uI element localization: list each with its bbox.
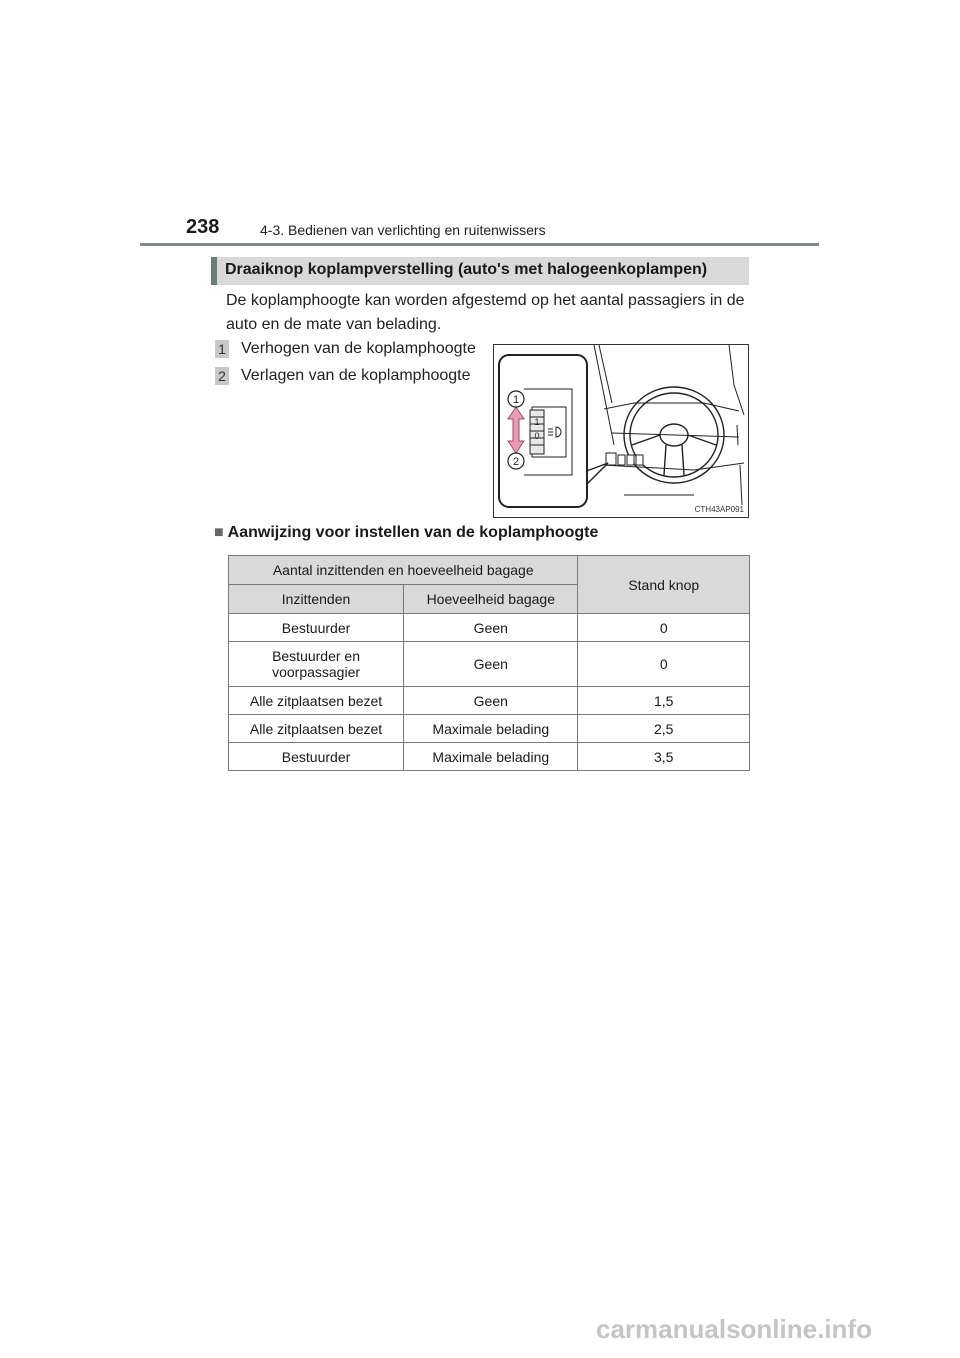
table-cell: 3,5 <box>578 743 750 771</box>
step-label: Verhogen van de koplamphoogte <box>241 340 476 358</box>
illustration-svg <box>494 345 750 519</box>
table-cell: Bestuurder <box>229 614 404 642</box>
step-number: 2 <box>215 367 229 385</box>
subheading-text: Aanwijzing voor instellen van de koplamphoogte <box>227 524 599 541</box>
heading-accent <box>211 257 217 285</box>
dial-mark: 0 <box>534 431 540 441</box>
header-divider <box>140 243 819 246</box>
step-item <box>215 340 476 358</box>
dashboard-illustration <box>493 344 749 518</box>
table-row <box>229 614 750 642</box>
watermark: carmanualsonline.info <box>596 1314 872 1344</box>
step-item <box>215 367 471 385</box>
table-group-header: Aantal inzittenden en hoeveelheid bagage <box>229 556 578 585</box>
table-cell: 2,5 <box>578 715 750 743</box>
table-row <box>229 687 750 715</box>
table-cell: Maximale belading <box>404 743 578 771</box>
table-cell: Alle zitplaatsen bezet <box>229 687 404 715</box>
table-cell: 0 <box>578 642 750 687</box>
table-row <box>229 642 750 687</box>
table-cell: Geen <box>404 614 578 642</box>
table-cell: 1,5 <box>578 687 750 715</box>
callout-number: 2 <box>512 456 520 468</box>
table-cell: 0 <box>578 614 750 642</box>
heading-text: Draaiknop koplampverstelling (auto's met halogeenkoplampen) <box>225 261 708 278</box>
step-label: Verlagen van de koplamphoogte <box>241 367 471 385</box>
table-cell: Bestuurder en voorpassagier <box>229 642 404 687</box>
table-cell: Geen <box>404 642 578 687</box>
load-table <box>228 555 750 771</box>
page-number: 238 <box>186 216 220 238</box>
table-row <box>229 715 750 743</box>
table-col-header: Stand knop <box>578 556 750 614</box>
section-heading <box>211 257 749 285</box>
section-title: 4-3. Bedienen van verlichting en ruitenwissers <box>260 222 546 238</box>
table-cell: Maximale belading <box>404 715 578 743</box>
subheading <box>214 524 598 542</box>
table-cell: Geen <box>404 687 578 715</box>
table-col-header: Inzittenden <box>229 585 404 614</box>
bullet-square-icon: ■ <box>214 524 224 541</box>
table-cell: Alle zitplaatsen bezet <box>229 715 404 743</box>
step-number: 1 <box>215 340 229 358</box>
figure-code: CTH43AP091 <box>694 505 744 514</box>
table-header-row <box>229 556 750 585</box>
table-row <box>229 743 750 771</box>
table-cell: Bestuurder <box>229 743 404 771</box>
intro-paragraph: De koplamphoogte kan worden afgestemd op het aantal passagiers in de auto en de mate van belading. <box>226 292 745 333</box>
dial-mark: 1 <box>534 417 540 427</box>
callout-number: 1 <box>512 394 520 406</box>
table-col-header: Hoeveelheid bagage <box>404 585 578 614</box>
